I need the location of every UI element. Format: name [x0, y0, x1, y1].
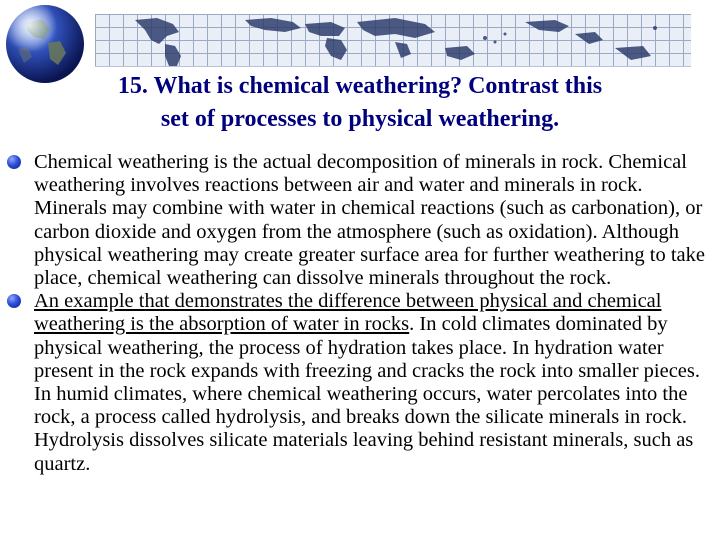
bullet-text: . In cold climates dominated by physical weathering, the process of hydration takes place. In hydration water present in the rock expands with freezing and cracks the rock into smaller pieces. In humid climates, where chemical weathering occurs, water percolates into the rock, a process called hydrolysis, and breaks down the silicate minerals in rock. Hydrolysis dissolves silicate materials leaving behind resistant minerals, such as quartz.: [34, 313, 700, 475]
bullet-icon: [7, 155, 21, 169]
title-line-1: 15. What is chemical weathering? Contrast this: [117, 73, 603, 99]
slide-title: [60, 70, 660, 136]
title-line-2: set of processes to physical weathering.: [160, 106, 560, 132]
world-map-banner: [95, 14, 691, 67]
underlined-example-text: An example that demonstrates the difference between physical and chemical weathering is the absorption of water in rocks: [34, 290, 662, 336]
list-item: [34, 290, 710, 476]
list-item: [34, 151, 710, 290]
bullet-list: [34, 151, 710, 476]
bullet-text: Chemical weathering is the actual decomposition of minerals in rock. Chemical weathering involves reactions between air and water and minerals in rock. Minerals may combine with water in chemical reactions (such as carbonation), or carbon dioxide and oxygen from the atmosphere (such as oxidation). Although physical weathering may create greater surface area for further weathering to take place, chemical weathering can dissolve minerals throughout the rock.: [34, 151, 706, 290]
world-map-icon: [95, 14, 691, 66]
bullet-icon: [7, 294, 21, 308]
